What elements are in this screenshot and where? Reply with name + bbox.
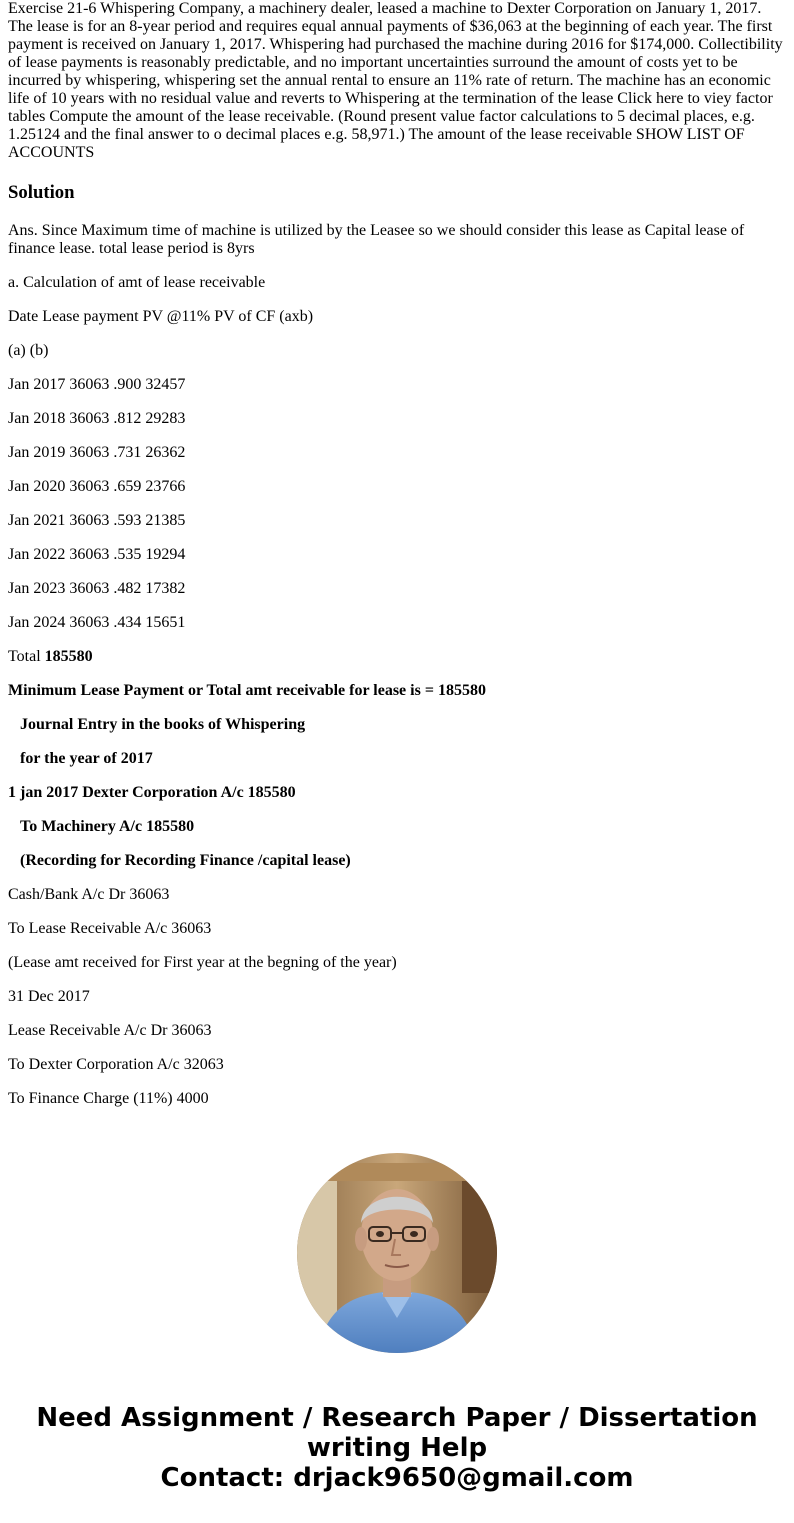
total-label: Total [8, 648, 41, 665]
footer-contact: Contact: drjack9650@gmail.com [160, 1463, 634, 1493]
table-subheader: (a) (b) [8, 342, 49, 359]
total-value: 185580 [44, 648, 93, 665]
entry2-debit: Cash/Bank A/c Dr 36063 [8, 886, 170, 903]
table-row: Jan 2019 36063 .731 26362 [8, 444, 186, 461]
answer-intro: Ans. Since Maximum time of machine is utilized by the Leasee so we should consider this lease as Capital lease of finance lease. total lease period is 8yrs [8, 222, 745, 257]
entry3-debit: Lease Receivable A/c Dr 36063 [8, 1022, 212, 1039]
table-row: Jan 2017 36063 .900 32457 [8, 376, 186, 393]
entry3-date: 31 Dec 2017 [8, 988, 90, 1005]
calc-heading: a. Calculation of amt of lease receivable [8, 274, 266, 291]
table-row: Jan 2024 36063 .434 15651 [8, 614, 186, 631]
min-lease-payment: Minimum Lease Payment or Total amt receivable for lease is = 185580 [8, 682, 486, 699]
question-text: Exercise 21-6 Whispering Company, a machinery dealer, leased a machine to Dexter Corporation on January 1, 2017. The lease is for an 8-year period and requires equal annual payments of $36,063 at the beginning of each year. The first payment is received on January 1, 2017. Whispering had purchased the machine during 2016 for $174,000. Collectibility of lease payments is reasonably predictable, and no important uncertainties surround the amount of costs yet to be incurred by whispering, whispering set the annual rental to ensure an 11% rate of return. The machine has an economic life of 10 years with no residual value and reverts to Whispering at the termination of the lease Click here to viey factor tables Compute the amount of the lease receivable. (Round present value factor calculations to 5 decimal places, e.g. 1.25124 and the final answer to o decimal places e.g. 58,971.) The amount of the lease receivable SHOW LIST OF ACCOUNTS [8, 0, 783, 161]
footer-line-1: Need Assignment / Research Paper / Dissertation [36, 1403, 758, 1433]
solution-heading: Solution [8, 182, 75, 203]
table-row: Jan 2018 36063 .812 29283 [8, 410, 186, 427]
total-row [8, 648, 786, 666]
table-row: Jan 2023 36063 .482 17382 [8, 580, 186, 597]
entry1-note: (Recording for Recording Finance /capital lease) [20, 852, 351, 869]
author-photo [297, 1153, 497, 1353]
document-body [8, 0, 786, 1124]
entry2-credit: To Lease Receivable A/c 36063 [8, 920, 212, 937]
entry3-credit1: To Dexter Corporation A/c 32063 [8, 1056, 224, 1073]
entry3-credit2: To Finance Charge (11%) 4000 [8, 1090, 209, 1107]
entry1-credit: To Machinery A/c 185580 [20, 818, 195, 835]
table-row: Jan 2020 36063 .659 23766 [8, 478, 186, 495]
entry2-note: (Lease amt received for First year at the begning of the year) [8, 954, 397, 971]
portrait-image [297, 1153, 497, 1353]
table-row: Jan 2021 36063 .593 21385 [8, 512, 186, 529]
table-header: Date Lease payment PV @11% PV of CF (axb) [8, 308, 314, 325]
footer-line-2: writing Help [306, 1433, 488, 1463]
table-row: Jan 2022 36063 .535 19294 [8, 546, 186, 563]
journal-year: for the year of 2017 [20, 750, 153, 767]
footer-banner [0, 1403, 794, 1493]
entry1-debit: 1 jan 2017 Dexter Corporation A/c 185580 [8, 784, 296, 801]
journal-heading: Journal Entry in the books of Whispering [20, 716, 306, 733]
